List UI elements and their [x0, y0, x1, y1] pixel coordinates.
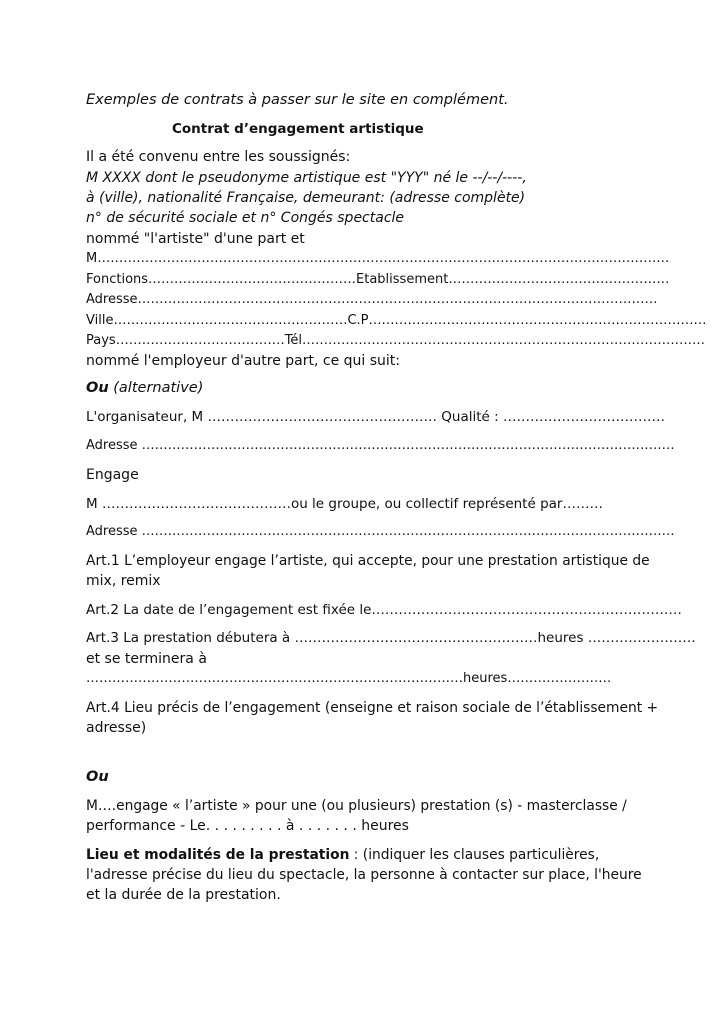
p1-line-11: nommé l'employeur d'autre part, ce qui suit: [86, 353, 401, 369]
art1-line-1: Art.1 L’employeur engage l’artiste, qui accepte, pour une prestation artistique de [86, 553, 650, 569]
art3-line-3: ……………………………………………………………………………heures…………………… [86, 671, 612, 686]
art1-line-2: mix, remix [86, 573, 161, 589]
m-groupe-line: M ……………………………………ou le groupe, ou collectif représenté par……… [86, 496, 603, 512]
alternative-heading [86, 378, 203, 398]
p1-line-1: Il a été convenu entre les soussignés: [86, 149, 351, 165]
contract-title: Contrat d’engagement artistique [172, 121, 424, 137]
lieu-line-1 [86, 845, 599, 865]
p1-line-4: n° de sécurité sociale et n° Congés spectacle [86, 210, 405, 226]
art3-line-1: Art.3 La prestation débutera à ………………………………………………heures …………………… [86, 630, 696, 646]
masterclasse-line-1: M….engage « l’artiste » pour une (ou plusieurs) prestation (s) - masterclasse / [86, 798, 627, 814]
lieu-line-1-rest: : (indiquer les clauses particulières, [349, 847, 600, 863]
engage-line: Engage [86, 467, 139, 483]
masterclasse-line-2: performance - Le. . . . . . . . . à . . . . . . . heures [86, 818, 409, 834]
organisateur-line: L'organisateur, M …………………………………………… Qualité : ……………………………… [86, 409, 665, 425]
art4-line-2: adresse) [86, 720, 147, 736]
lieu-line-2: l'adresse précise du lieu du spectacle, la personne à contacter sur place, l'heure [86, 867, 642, 883]
ou-label: Ou [86, 380, 109, 396]
p1-line-7: Fonctions…………………………………………Etablissement…………………………………………… [86, 272, 670, 287]
alternative-label: (alternative) [108, 380, 204, 396]
p1-line-6: M…………………………………………………………………………………………………………………… [86, 251, 670, 266]
p1-line-10: Pays…………………………………Tél………………………………………………………………………………… [86, 333, 706, 348]
art2-line: Art.2 La date de l’engagement est fixée le…………………………………………………………… [86, 602, 682, 618]
p1-line-8: Adresse………………………………………………………………………………………………………… [86, 292, 658, 307]
p1-line-3: à (ville), nationalité Française, demeurant: (adresse complète) [86, 190, 526, 206]
intro-line: Exemples de contrats à passer sur le site en complément. [86, 92, 509, 108]
adresse-line-1: Adresse …………………………………………………………………………………………………………… [86, 438, 675, 453]
art3-line-2: et se terminera à [86, 651, 207, 667]
ou-heading-2: Ou [86, 769, 109, 785]
art4-line-1: Art.4 Lieu précis de l’engagement (enseigne et raison sociale de l’établissement + [86, 700, 659, 716]
p1-line-5: nommé "l'artiste" d'une part et [86, 231, 305, 247]
lieu-line-3: et la durée de la prestation. [86, 887, 281, 903]
p1-line-2: M XXXX dont le pseudonyme artistique est "YYY" né le --/--/----, [86, 170, 527, 186]
p1-line-9: Ville………………………………………………C.P…………………………………………………………………… [86, 313, 707, 328]
lieu-bold-label: Lieu et modalités de la prestation [86, 847, 350, 863]
adresse-line-2: Adresse …………………………………………………………………………………………………………… [86, 524, 675, 539]
